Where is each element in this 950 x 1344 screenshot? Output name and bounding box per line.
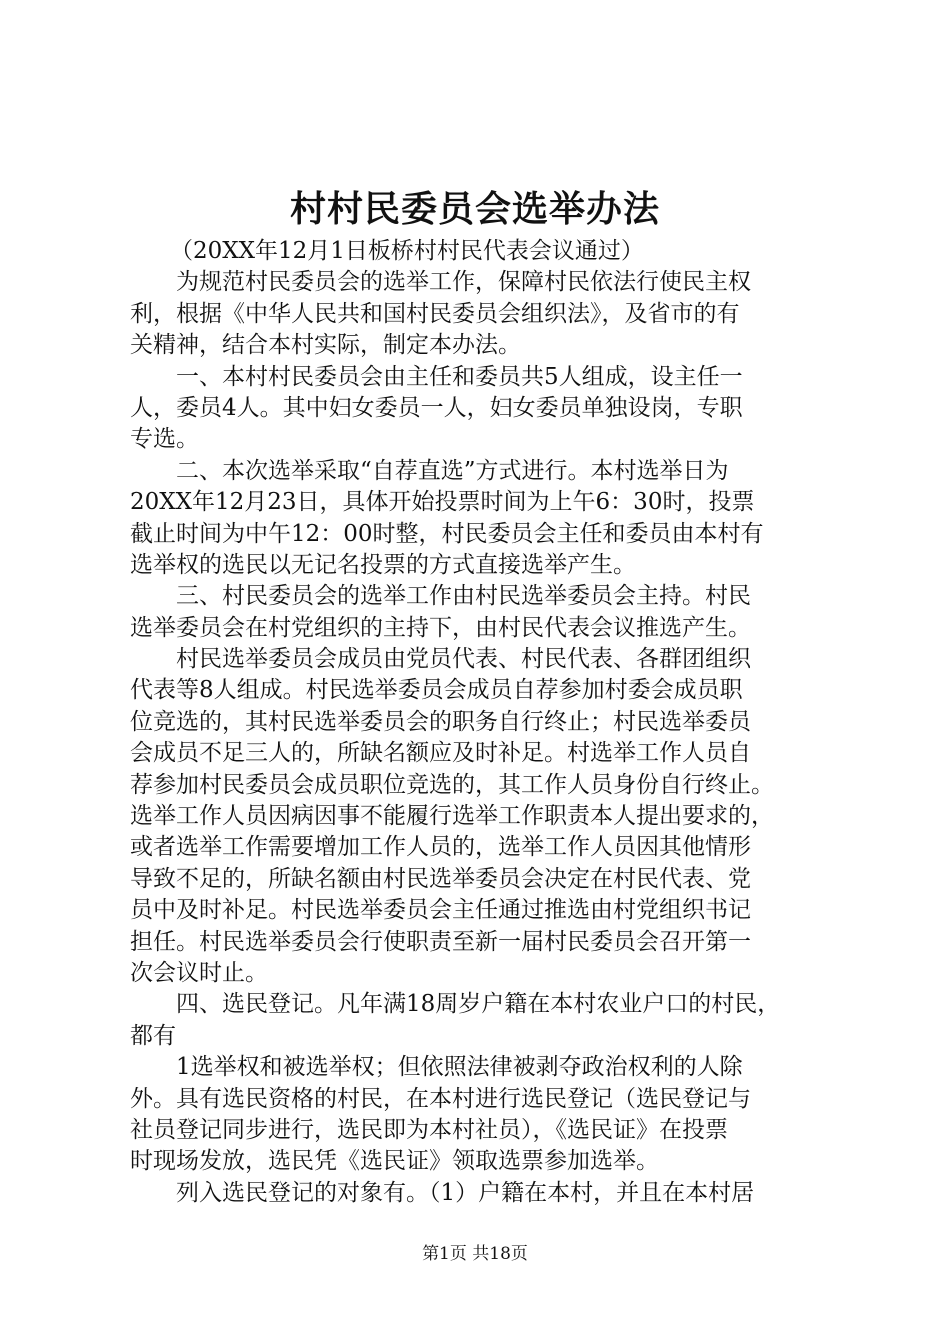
body-line: 都有	[130, 1022, 176, 1049]
body-line: 代表等8人组成。村民选举委员会成员自荐参加村委会成员职	[130, 677, 743, 704]
body-line: 人，委员4人。其中妇女委员一人，妇女委员单独设岗，专职	[130, 394, 743, 421]
body-line: 20XX年12月23日，具体开始投票时间为上午6：30时，投票	[130, 489, 755, 516]
body-line: 会成员不足三人的，所缺名额应及时补足。村选举工作人员自	[130, 740, 751, 767]
body-line: 位竞选的，其村民选举委员会的职务自行终止；村民选举委员	[130, 708, 751, 735]
page-footer: 第1页 共18页	[422, 1244, 528, 1264]
body-line: 外。具有选民资格的村民，在本村进行选民登记（选民登记与	[130, 1085, 751, 1112]
body-line: （20XX年12月1日板桥村村民代表会议通过）	[170, 238, 644, 264]
body-line: 一、本村村民委员会由主任和委员共5人组成，设主任一	[176, 363, 743, 390]
body-line: 专选。	[130, 426, 199, 453]
document-body	[130, 236, 830, 1209]
body-line: 选举委员会在村党组织的主持下，由村民代表会议推选产生。	[130, 614, 751, 641]
body-line: 员中及时补足。村民选举委员会主任通过推选由村党组织书记	[130, 897, 751, 924]
body-line: 三、村民委员会的选举工作由村民选举委员会主持。村民	[176, 583, 751, 610]
body-line: 次会议时止。	[130, 959, 268, 986]
document-title: 村村民委员会选举办法	[289, 188, 660, 230]
body-line: 选举工作人员因病因事不能履行选举工作职责本人提出要求的，	[130, 803, 774, 830]
body-line: 四、选民登记。凡年满18周岁户籍在本村农业户口的村民，	[176, 991, 781, 1018]
body-line: 1选举权和被选举权；但依照法律被剥夺政治权利的人除	[176, 1054, 743, 1081]
body-line: 为规范村民委员会的选举工作，保障村民依法行使民主权	[176, 269, 751, 296]
body-line: 选举权的选民以无记名投票的方式直接选举产生。	[130, 551, 636, 578]
body-line: 担任。村民选举委员会行使职责至新一届村民委员会召开第一	[130, 928, 751, 955]
body-line: 社员登记同步进行，选民即为本村社员），《选民证》在投票	[130, 1116, 728, 1143]
body-line: 截止时间为中午12：00时整，村民委员会主任和委员由本村有	[130, 520, 764, 547]
body-line: 列入选民登记的对象有。（1）户籍在本村，并且在本村居	[176, 1179, 755, 1206]
body-line: 时现场发放，选民凭《选民证》领取选票参加选举。	[130, 1148, 659, 1175]
body-line: 村民选举委员会成员由党员代表、村民代表、各群团组织	[176, 646, 751, 673]
body-line: 荐参加村民委员会成员职位竞选的，其工作人员身份自行终止。	[130, 771, 774, 798]
body-line: 关精神，结合本村实际，制定本办法。	[130, 332, 521, 359]
body-line: 二、本次选举采取“自荐直选”方式进行。本村选举日为	[176, 457, 729, 484]
body-line: 导致不足的，所缺名额由村民选举委员会决定在村民代表、党	[130, 865, 751, 892]
body-line: 利，根据《中华人民共和国村民委员会组织法》，及省市的有	[130, 300, 740, 327]
body-line: 或者选举工作需要增加工作人员的，选举工作人员因其他情形	[130, 834, 751, 861]
